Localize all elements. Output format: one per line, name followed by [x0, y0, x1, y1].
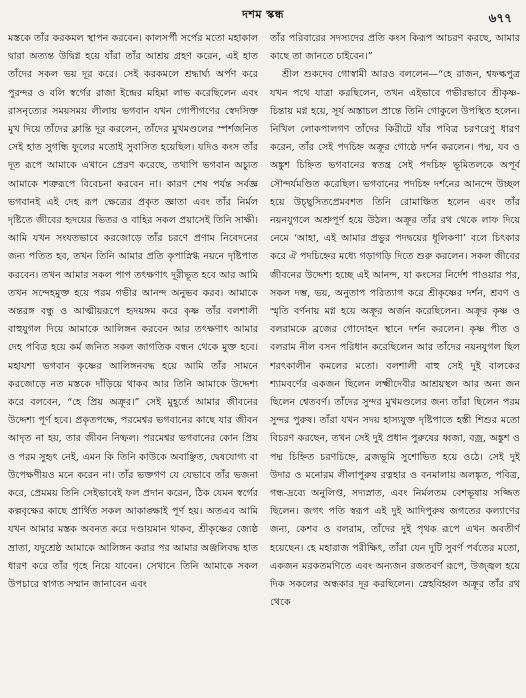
running-head: দশম স্কন্ধ: [242, 8, 284, 21]
page-number: ৬৭৭: [488, 11, 512, 25]
right-column: [270, 30, 520, 692]
left-column: [8, 30, 258, 692]
paragraph: মস্তকে তাঁর করকমল স্থাপন করবেন। কালসর্পী সর্পের মতো মহাকাল দ্বারা অত্যন্ত উদ্বিগ্ন হয়ে যাঁরা তাঁর আশ্রয় গ্রহণ করেন, এই হাত তাঁদের সকল ভয় দূর করে। সেই করকমলে শ্রদ্ধার্ঘ্য অর্পণ করে পুরন্দর ও বলি স্বর্গের রাজা ইন্দ্রের মহিমা লাভ করেছিলেন এবং রাসনৃত্যের সময়সময় লীলায় ভগবান যখন গোপীগণের স্বেদসিক্ত মুখ দিয়ে তাঁদের ক্লান্তি দূর করলেন, তাঁদের মুখমণ্ডলের স্পর্শজনিত সেই হাত সুগন্ধি ফুলের মতোই সুবাসিত হয়েছিল। যদিও কংস তাঁর দূত রূপে আমাকে এখানে প্রেরণ করেছে, তথাপি ভগবান অচ্যুত আমাকে শত্রুরূপে বিবেচনা করবেন না। কারণ শেষ পর্যন্ত সর্বজ্ঞ ভগবানই এই দেহ রূপ ক্ষেত্রের প্রকৃত জ্ঞাতা এবং তাঁর নির্মল দৃষ্টিতে জীবের হৃদয়ের ভিতর ও বাহির সকল প্রয়াসেই তিনি সাক্ষী। আমি যখন সংযতভাবে করজোড়ে তাঁর চরণে প্রণাম নিবেদনের জন্য পতিত হব, তখন তিনি আমার প্রতি কৃপাস্নিগ্ধ নয়নে দৃষ্টিপাত করবেন। তখন আমার সকল পাপ তৎক্ষণাৎ দূরীভূত হবে আর আমি তখন সন্দেহমুক্ত হয়ে পরম গভীর আনন্দ অনুভব করব। আমাকে অন্তরঙ্গ বন্ধু ও আত্মীয়রূপে হৃদয়ঙ্গম করে কৃষ্ণ তাঁর বলশালী বাহুযুগল দিয়ে আমাকে আলিঙ্গন করবেন আর তৎক্ষণাৎ আমার দেহ পবিত্র হয়ে কর্ম জনিত সকল জাগতিক বন্ধন থেকে মুক্ত হবে। মহাযশা ভগবান কৃষ্ণের আলিঙ্গনবদ্ধ হয়ে আমি তাঁর সামনে করজোড়ে নত মস্তকে দাঁড়িয়ে থাকব আর তিনি আমাকে উদ্দেশ্য করে বলবেন, “হে প্রিয় অক্রূর।” সেই মুহূর্তে আমার জীবনের উদ্দেশ্য পূর্ণ হবে। প্রকৃতপক্ষে, পরমেশ্বর ভগবানের কাছে যার জীবন আদৃত না হয়, তার জীবন নিষ্ফল। পরমেশ্বর ভগবানের কোন প্রিয় ও পরম সুহৃৎ নেই, এমন কি তিনি কাউকে অবাঞ্ছিত, দ্বেষযোগ্য বা উপেক্ষণীয়ও মনে করেন না। তাঁর ভক্তগণ যে যেভাবে তাঁর ভজনা করে, প্রেমময় তিনি সেইভাবেই ফল প্রদান করেন, ঠিক যেমন স্বর্গের কল্পবৃক্ষের কাছে প্রার্থিত সকল আকাঙ্ক্ষাই পূর্ণ হয়। অতএব আমি যখন আমার মস্তক অবনত করে দণ্ডায়মান থাকব, শ্রীকৃষ্ণের জ্যেষ্ঠ ভ্রাতা, যদুশ্রেষ্ঠ আমাকে আলিঙ্গন করার পর আমার অঞ্জলিবদ্ধ হাত ধারণ করে তাঁর গৃহে নিয়ে যাবেন। সেখানে তিনি আমাকে সকল উপচারে স্বাগত সম্মান জানাবেন এবং: [8, 33, 258, 591]
paragraph: তাঁর পরিবারের সদস্যদের প্রতি কংস কিরূপ আচরণ করছে, আমার কাছে তা জানতে চাইবেন।”: [270, 33, 520, 63]
paragraph: শ্রীল শুকদেব গোস্বামী আরও বললেন—“হে রাজন, শ্বফল্কপুত্র যখন পথে যাত্রা করছিলেন, তখন এইভাবে গভীরভাবে শ্রীকৃষ্ণ-চিন্তায় মগ্ন হয়ে, সূর্য অস্তাচল প্রান্তে তিনি গোকুলে উপস্থিত হলেন। নিখিল লোকপালগণ তাঁদের কিরীটে যাঁর পবিত্র চরণরেণু ধারণ করেন, তাঁর সেই পদচিহ্ন অক্রূর গোষ্ঠে দর্শন করলেন। পদ্ম, যব ও অঙ্কুশ চিহ্নিত ভগবানের স্বতন্ত্র সেই পদচিহ্ন ভূমিতলকে অপূর্ব সৌন্দর্যমণ্ডিত করেছিল। ভগবানের পদচিহ্ন দর্শনের আনন্দে উচ্ছল হয়ে উচ্ছ্বসিতপ্রেমবশত তিনি রোমাঞ্চিত হলেন এবং তাঁর নয়নযুগলে অশ্রুপূর্ণ হয়ে উঠল। অক্রূর তাঁর রথ থেকে লাফ দিয়ে নেমে ‘আহা, এই আমার প্রভুর পদদ্বয়ের ধূলিকণা’ বলে চিৎকার করে ঐ পদচিহ্নের মধ্যে গড়াগড়ি দিতে শুরু করলেন। সকল জীবের জীবনের উদ্দেশ্য হচ্ছে এই আনন্দ, যা কংসের নির্দেশ পাওয়ার পর, সকল দম্ভ, ভয়, অনুতাপ পরিত্যাগ করে শ্রীকৃষ্ণের দর্শন, শ্রবণ ও স্মৃতি বর্ণনায় মগ্ন হয়ে অক্রূর অর্জন করেছিলেন। অক্রূর কৃষ্ণ ও বলরামকে ব্রজের গোদোহন স্থানে দর্শন করলেন। কৃষ্ণ পীত ও বলরাম নীল বসন পরিধান করেছিলেন আর তাঁদের নয়নযুগল ছিল শরৎকালীন কমলের মতো। বলশালী বাহু সেই দুই বালকের শ্যামবর্ণের একজন ছিলেন লক্ষ্মীদেবীর আশ্রয়স্থল আর অন্য জন ছিলেন শ্বেতবর্ণ। তাঁদের সুন্দর মুখমণ্ডলের জন্য তাঁরা ছিলেন পরম সুন্দর পুরুষ। তাঁরা যখন সদয় হাস্যযুক্ত দৃষ্টিপাতে হস্তী শিশুর মতো বিচরণ করছেন, তখন সেই দুই প্রধান পুরুষের ধ্বজা, বজ্র, অঙ্কুশ ও পদ্ম চিহ্নিত চরণচিহ্নে, ব্রজভূমি সুশোভিত হয়ে ওঠে। সেই দুই উদার ও মনোরম লীলাপুরুষ রত্নহার ও বনমালায় অলঙ্কৃত, পবিত্র, গন্ধ-দ্রব্যে অনুলিপ্ত, সদ্যস্নাত, এবং নির্মলতম বেশভূষায় সজ্জিত ছিলেন। জগৎ পতি স্বরূপ এই দুই আদিপুরুষ জগতের কল্যাণের জন্য, কেশব ও বলরাম, তাঁদের দুই পৃথক রূপে এখন অবতীর্ণ হয়েছেন। হে মহারাজ পরীক্ষিৎ, তাঁরা যেন দুটি সুবর্ণ পর্বতের মতো, একজন মরকতমণিতে এবং অন্যজন রজতবর্ণ রূপে, উজ্জ্বল হয়ে দিক সকলের অন্ধকার দূর করছিলেন। স্নেহবিহ্বল অক্রূর তাঁর রথ থেকে: [270, 69, 520, 609]
